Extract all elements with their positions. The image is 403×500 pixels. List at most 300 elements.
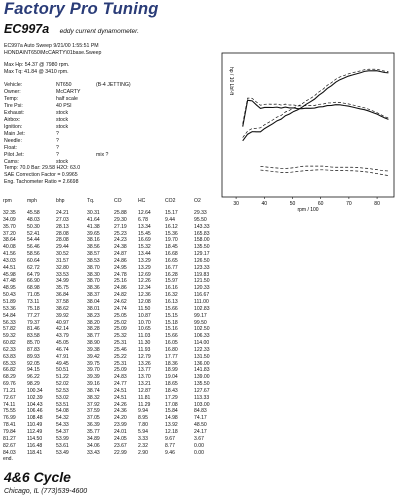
- table-cell: 135.50: [194, 244, 210, 251]
- table-cell: 165.83: [194, 230, 210, 237]
- table-cell: 68.98: [27, 285, 40, 292]
- table-cell: 54.37: [56, 429, 69, 435]
- table-cell: 9.44: [165, 216, 175, 223]
- table-cell: 87.83: [27, 346, 40, 353]
- table-cell: 34.06: [87, 442, 100, 449]
- table-cell: 62.72: [27, 264, 40, 271]
- table-cell: 24.20: [114, 415, 127, 422]
- info-key: Ignition:: [4, 124, 23, 130]
- table-cell: 38.64: [3, 237, 16, 244]
- x-tick-label: 50: [289, 201, 296, 207]
- shop-name: 4&6 Cycle: [4, 469, 71, 485]
- table-cell: 48.50: [194, 422, 207, 429]
- table-cell: 47.91: [56, 353, 69, 360]
- table-cell: 114.00: [194, 340, 210, 347]
- table-cell: 66.82: [3, 367, 16, 374]
- table-cell: 38.90: [87, 340, 100, 347]
- table-cell: 38.16: [87, 237, 100, 244]
- table-cell: 8.95: [138, 415, 148, 422]
- info-row: [4, 82, 131, 89]
- table-row: [3, 231, 220, 238]
- table-cell: 52.53: [56, 387, 69, 394]
- table-cell: 102.39: [27, 394, 43, 401]
- table-cell: 24.82: [114, 292, 127, 299]
- table-cell: 25.31: [114, 340, 127, 347]
- table-cell: 37.92: [87, 401, 100, 408]
- table-cell: 113.33: [194, 394, 210, 401]
- file-line: HONDA\NT650\McCARTY\01base.Sweep: [4, 50, 102, 56]
- table-cell: 16.13: [165, 298, 178, 305]
- conditions-block: [4, 165, 80, 186]
- table-cell: 25.32: [114, 333, 127, 340]
- table-row: [3, 333, 220, 340]
- table-cell: 14.98: [165, 415, 178, 422]
- table-row: [3, 415, 220, 422]
- table-cell: 12.69: [138, 271, 151, 278]
- table-cell: 38.23: [87, 312, 100, 319]
- table-cell: 54.08: [56, 408, 69, 415]
- table-cell: 31.57: [56, 257, 69, 264]
- table-cell: 51.22: [56, 374, 69, 381]
- table-cell: 30.31: [87, 210, 100, 216]
- table-row: [3, 272, 220, 279]
- table-cell: 74.11: [3, 401, 16, 408]
- sweep-line: EC997a Auto Sweep 9/21/00 1:55:51 PM: [4, 43, 99, 49]
- table-cell: 54.32: [56, 415, 69, 422]
- table-row: [3, 258, 220, 265]
- table-cell: 92.05: [27, 360, 40, 367]
- series-line-bhp: [243, 71, 389, 141]
- table-end-label: end.: [3, 456, 13, 463]
- table-cell: 24.77: [114, 381, 127, 388]
- table-cell: 50.30: [27, 223, 40, 230]
- table-cell: 13.34: [138, 223, 151, 230]
- table-cell: 38.70: [87, 264, 100, 271]
- table-cell: 33.43: [87, 449, 100, 456]
- table-cell: 45.58: [27, 210, 40, 216]
- table-cell: 35.77: [87, 429, 100, 435]
- table-cell: 10.70: [138, 319, 151, 326]
- table-cell: 24.95: [114, 264, 127, 271]
- table-cell: 24.62: [114, 298, 127, 305]
- table-cell: 39.38: [87, 346, 100, 353]
- table-cell: 53.02: [56, 394, 69, 401]
- table-cell: 22.99: [114, 449, 127, 456]
- table-row: [3, 299, 220, 306]
- table-cell: 74.17: [194, 415, 207, 422]
- table-cell: 38.74: [87, 387, 100, 394]
- table-cell: 99.50: [194, 319, 207, 326]
- info-key: Tire Psi:: [4, 103, 23, 109]
- table-cell: 71.05: [27, 292, 40, 299]
- info-extra: (B-4 JETTING): [96, 82, 131, 88]
- table-cell: 24.74: [114, 305, 127, 312]
- table-cell: 58.56: [27, 251, 40, 258]
- table-cell: 6.78: [138, 216, 148, 223]
- table-cell: 37.05: [87, 415, 100, 422]
- table-cell: 85.70: [27, 340, 40, 347]
- table-cell: 12.08: [138, 298, 151, 305]
- table-cell: 12.36: [138, 292, 151, 299]
- info-key: Cams:: [4, 159, 19, 165]
- table-cell: 18.36: [165, 360, 178, 367]
- table-cell: 126.50: [194, 257, 210, 264]
- table-cell: 99.17: [194, 312, 207, 319]
- info-value: stock: [56, 117, 69, 123]
- table-row: [3, 326, 220, 333]
- table-cell: 38.37: [87, 292, 100, 299]
- table-cell: 104.43: [27, 401, 43, 408]
- table-cell: 12.18: [165, 429, 178, 435]
- table-cell: 15.36: [165, 230, 178, 237]
- table-cell: 15.18: [165, 319, 178, 326]
- table-cell: 15.32: [138, 244, 151, 251]
- table-cell: 13.44: [138, 251, 151, 258]
- table-cell: 29.30: [114, 216, 127, 223]
- info-row: [4, 124, 131, 131]
- table-cell: 19.04: [165, 374, 178, 381]
- table-cell: 39.65: [87, 230, 100, 237]
- x-axis-label: rpm / 100: [297, 207, 319, 213]
- table-cell: 24.23: [114, 237, 127, 244]
- table-row: [3, 278, 220, 285]
- table-cell: 19.70: [165, 237, 178, 244]
- table-cell: 11.29: [138, 401, 151, 408]
- table-cell: 42.14: [56, 326, 69, 333]
- info-row: [4, 117, 131, 124]
- table-row: [3, 224, 220, 231]
- table-cell: 3.67: [194, 435, 204, 442]
- table-cell: 41.38: [87, 223, 100, 230]
- table-cell: 24.86: [114, 257, 127, 264]
- table-cell: 18.45: [165, 244, 178, 251]
- table-cell: 69.76: [3, 381, 16, 388]
- table-cell: 52.02: [56, 381, 69, 388]
- table-cell: 24.17: [194, 429, 207, 435]
- table-cell: 39.92: [56, 312, 69, 319]
- info-row: [4, 138, 131, 145]
- table-cell: 54.44: [27, 237, 40, 244]
- table-cell: 40.97: [56, 319, 69, 326]
- table-cell: 13.70: [138, 374, 151, 381]
- table-cell: 48.95: [3, 285, 16, 292]
- table-cell: 12.64: [138, 210, 151, 216]
- info-value: ?: [56, 152, 59, 158]
- model-row: [4, 20, 139, 38]
- info-key: Owner:: [4, 89, 21, 95]
- info-key: Vehicle:: [4, 82, 23, 88]
- info-row: [4, 131, 131, 138]
- dyno-chart-svg: [202, 49, 400, 219]
- y-axis-label: hp / 10 Lbf-ft: [228, 66, 234, 96]
- table-row: [3, 381, 220, 388]
- table-cell: 38.30: [87, 271, 100, 278]
- table-cell: 136.00: [194, 360, 210, 367]
- table-cell: 15.66: [165, 305, 178, 312]
- table-cell: 49.45: [56, 360, 69, 367]
- table-cell: 13.21: [138, 381, 151, 388]
- table-cell: 18.43: [165, 387, 178, 394]
- table-cell: 39.75: [87, 360, 100, 367]
- info-value: ?: [56, 145, 59, 151]
- table-row: [3, 313, 220, 320]
- table-row: [3, 217, 220, 224]
- table-cell: 57.82: [3, 326, 16, 333]
- info-row: [4, 103, 131, 110]
- table-cell: 9.94: [138, 408, 148, 415]
- table-cell: 108.48: [27, 415, 43, 422]
- table-cell: 17.29: [165, 394, 178, 401]
- table-cell: 139.00: [194, 374, 210, 381]
- table-cell: 38.36: [87, 285, 100, 292]
- table-cell: 75.18: [27, 305, 40, 312]
- table-cell: 24.05: [114, 435, 127, 442]
- tach-ratio-line: Eng. Tachometer Ratio = 2.6698: [4, 179, 79, 185]
- max-tq-line: Max Tq: 41.84 @ 3410 rpm.: [4, 69, 69, 75]
- table-cell: 47.48: [3, 278, 16, 285]
- series-line-lower_dashed_a: [260, 166, 388, 171]
- table-cell: 44.51: [3, 264, 16, 271]
- table-cell: 41.56: [3, 251, 16, 258]
- table-cell: 73.11: [27, 298, 40, 305]
- info-row: [4, 110, 131, 117]
- table-cell: 103.00: [194, 401, 210, 408]
- table-row: [3, 292, 220, 299]
- table-cell: 39.39: [87, 374, 100, 381]
- table-cell: 15.45: [138, 230, 151, 237]
- conditions-line: Temp: 70.0 Bar: 29.58 H2O: 63.0: [4, 165, 81, 171]
- run-meta: [4, 43, 101, 57]
- table-cell: 23.67: [114, 442, 127, 449]
- table-cell: 79.37: [27, 319, 40, 326]
- info-key: Main Jet:: [4, 131, 26, 137]
- table-cell: 52.41: [27, 230, 40, 237]
- table-cell: 141.83: [194, 367, 210, 374]
- table-cell: 16.80: [165, 346, 178, 353]
- table-cell: 25.46: [114, 346, 127, 353]
- table-cell: 135.50: [194, 381, 210, 388]
- info-value: stock: [56, 159, 69, 165]
- table-cell: 62.33: [3, 346, 16, 353]
- table-cell: 78.41: [3, 422, 16, 429]
- table-row: [3, 408, 220, 415]
- table-cell: 16.77: [165, 264, 178, 271]
- table-cell: 15.66: [165, 333, 178, 340]
- table-cell: 10.65: [138, 326, 151, 333]
- table-cell: 127.67: [194, 387, 210, 394]
- table-cell: 38.04: [87, 298, 100, 305]
- table-cell: 53.49: [56, 449, 69, 456]
- info-extra: mix ?: [96, 152, 109, 158]
- table-cell: 106.46: [27, 408, 43, 415]
- column-header: Tq.: [87, 197, 95, 204]
- table-cell: 46.74: [56, 346, 69, 353]
- table-cell: 50.51: [56, 367, 69, 374]
- table-cell: 110.49: [27, 422, 43, 429]
- table-cell: 38.70: [87, 278, 100, 285]
- table-cell: 15.16: [165, 326, 178, 333]
- table-cell: 60.82: [3, 340, 16, 347]
- table-cell: 56.33: [3, 319, 16, 326]
- table-row: [3, 244, 220, 251]
- x-tick-label: 30: [233, 201, 239, 207]
- column-header: O2: [194, 197, 201, 204]
- table-cell: 77.27: [27, 312, 40, 319]
- table-row: [3, 340, 220, 347]
- column-header: mph: [27, 197, 37, 204]
- table-cell: 0.00: [194, 449, 204, 456]
- table-cell: 45.98: [3, 271, 16, 278]
- table-cell: 64.79: [27, 271, 40, 278]
- table-cell: 120.33: [194, 285, 210, 292]
- table-cell: 54.33: [56, 422, 69, 429]
- column-header: rpm: [3, 197, 12, 204]
- table-cell: 81.46: [27, 326, 40, 333]
- table-cell: 24.83: [114, 374, 127, 381]
- table-cell: 25.16: [114, 278, 127, 285]
- table-cell: 17.77: [165, 353, 178, 360]
- table-cell: 25.02: [114, 319, 127, 326]
- table-cell: 38.53: [87, 257, 100, 264]
- table-cell: 65.33: [3, 360, 16, 367]
- table-cell: 111.00: [194, 298, 209, 305]
- table-cell: 2.32: [138, 442, 148, 449]
- table-cell: 17.08: [165, 401, 178, 408]
- shop-contact: Chicago, IL (773)539-4600: [4, 488, 88, 495]
- info-row: [4, 96, 131, 103]
- info-value: stock: [56, 110, 69, 116]
- vehicle-info: [4, 82, 131, 166]
- x-tick-label: 80: [374, 201, 380, 207]
- table-cell: 32.80: [56, 264, 69, 271]
- table-cell: 24.01: [114, 429, 127, 435]
- table-cell: 25.09: [114, 326, 127, 333]
- info-key: Pilot Jet:: [4, 152, 24, 158]
- table-cell: 33.53: [56, 271, 69, 278]
- table-cell: 16.32: [165, 292, 178, 299]
- table-cell: 29.44: [56, 244, 69, 251]
- table-cell: 16.68: [165, 251, 178, 258]
- table-row: [3, 285, 220, 292]
- table-cell: 9.46: [165, 449, 175, 456]
- table-cell: 13.92: [165, 422, 178, 429]
- table-cell: 79.84: [3, 429, 16, 435]
- data-table: [3, 197, 220, 463]
- table-cell: 94.15: [27, 367, 40, 374]
- table-cell: 35.75: [56, 285, 69, 292]
- table-cell: 10.87: [138, 312, 151, 319]
- table-cell: 24.86: [114, 285, 127, 292]
- table-cell: 82.67: [3, 442, 16, 449]
- table-cell: 39.70: [87, 367, 100, 374]
- info-value: ?: [56, 131, 59, 137]
- table-cell: 119.83: [194, 271, 210, 278]
- table-cell: 122.33: [194, 346, 210, 353]
- info-value: McCARTY: [56, 89, 81, 95]
- table-cell: 37.59: [87, 408, 100, 415]
- table-cell: 25.22: [114, 353, 127, 360]
- table-cell: 53.51: [56, 401, 69, 408]
- table-cell: 38.62: [56, 305, 69, 312]
- table-cell: 38.77: [87, 333, 100, 340]
- column-header: HC: [138, 197, 146, 204]
- table-cell: 158.00: [194, 237, 210, 244]
- table-cell: 29.33: [194, 210, 207, 216]
- table-cell: 53.61: [56, 442, 69, 449]
- plot-frame: [222, 53, 394, 197]
- table-cell: 38.56: [87, 244, 100, 251]
- table-cell: 51.89: [3, 298, 16, 305]
- table-row: [3, 354, 220, 361]
- table-cell: 118.41: [27, 449, 43, 456]
- table-cell: 0.00: [194, 442, 204, 449]
- table-cell: 28.08: [56, 230, 69, 237]
- table-cell: 39.42: [87, 353, 100, 360]
- table-cell: 12.26: [138, 278, 151, 285]
- table-cell: 89.93: [27, 353, 40, 360]
- table-cell: 131.50: [194, 353, 210, 360]
- table-cell: 7.80: [138, 422, 148, 429]
- info-value: stock: [56, 124, 69, 130]
- table-cell: 56.46: [27, 244, 40, 251]
- table-cell: 45.05: [56, 340, 69, 347]
- table-cell: 37.58: [56, 298, 69, 305]
- table-cell: 28.13: [56, 223, 69, 230]
- table-cell: 25.09: [114, 367, 127, 374]
- table-row: [3, 237, 220, 244]
- table-cell: 27.03: [56, 216, 69, 223]
- table-cell: 12.34: [138, 285, 151, 292]
- table-row: [3, 265, 220, 272]
- table-cell: 53.99: [56, 435, 69, 442]
- table-cell: 15.84: [165, 408, 178, 415]
- table-cell: 24.26: [114, 401, 127, 408]
- info-value: 40 PSI: [56, 103, 72, 109]
- table-cell: 76.99: [3, 415, 16, 422]
- table-cell: 36.84: [56, 292, 69, 299]
- table-cell: 16.12: [165, 223, 178, 230]
- table-cell: 123.33: [194, 264, 210, 271]
- table-cell: 16.28: [165, 271, 178, 278]
- info-row: [4, 145, 131, 152]
- table-cell: 24.51: [114, 387, 127, 394]
- table-row: [3, 320, 220, 327]
- table-cell: 116.48: [27, 442, 43, 449]
- info-key: Exhaust:: [4, 110, 25, 116]
- model-description: eddy current dynamometer.: [59, 28, 139, 35]
- table-cell: 3.33: [138, 435, 148, 442]
- table-cell: 12.87: [138, 387, 151, 394]
- table-cell: 59.32: [3, 333, 16, 340]
- table-cell: 143.33: [194, 223, 210, 230]
- table-cell: 34.89: [87, 435, 100, 442]
- table-cell: 16.05: [165, 340, 178, 347]
- table-row: [3, 388, 220, 395]
- table-cell: 12.79: [138, 353, 151, 360]
- table-cell: 11.81: [138, 394, 151, 401]
- table-cell: 18.65: [165, 381, 178, 388]
- table-row: [3, 395, 220, 402]
- table-cell: 24.36: [114, 408, 127, 415]
- table-cell: 43.03: [3, 257, 16, 264]
- info-row: [4, 89, 131, 96]
- table-cell: 16.65: [165, 257, 178, 264]
- table-cell: 72.67: [3, 394, 16, 401]
- table-cell: 38.32: [87, 394, 100, 401]
- table-cell: 102.83: [194, 305, 210, 312]
- series-line-baseline_tq: [243, 98, 389, 124]
- info-value: NT650: [56, 82, 72, 88]
